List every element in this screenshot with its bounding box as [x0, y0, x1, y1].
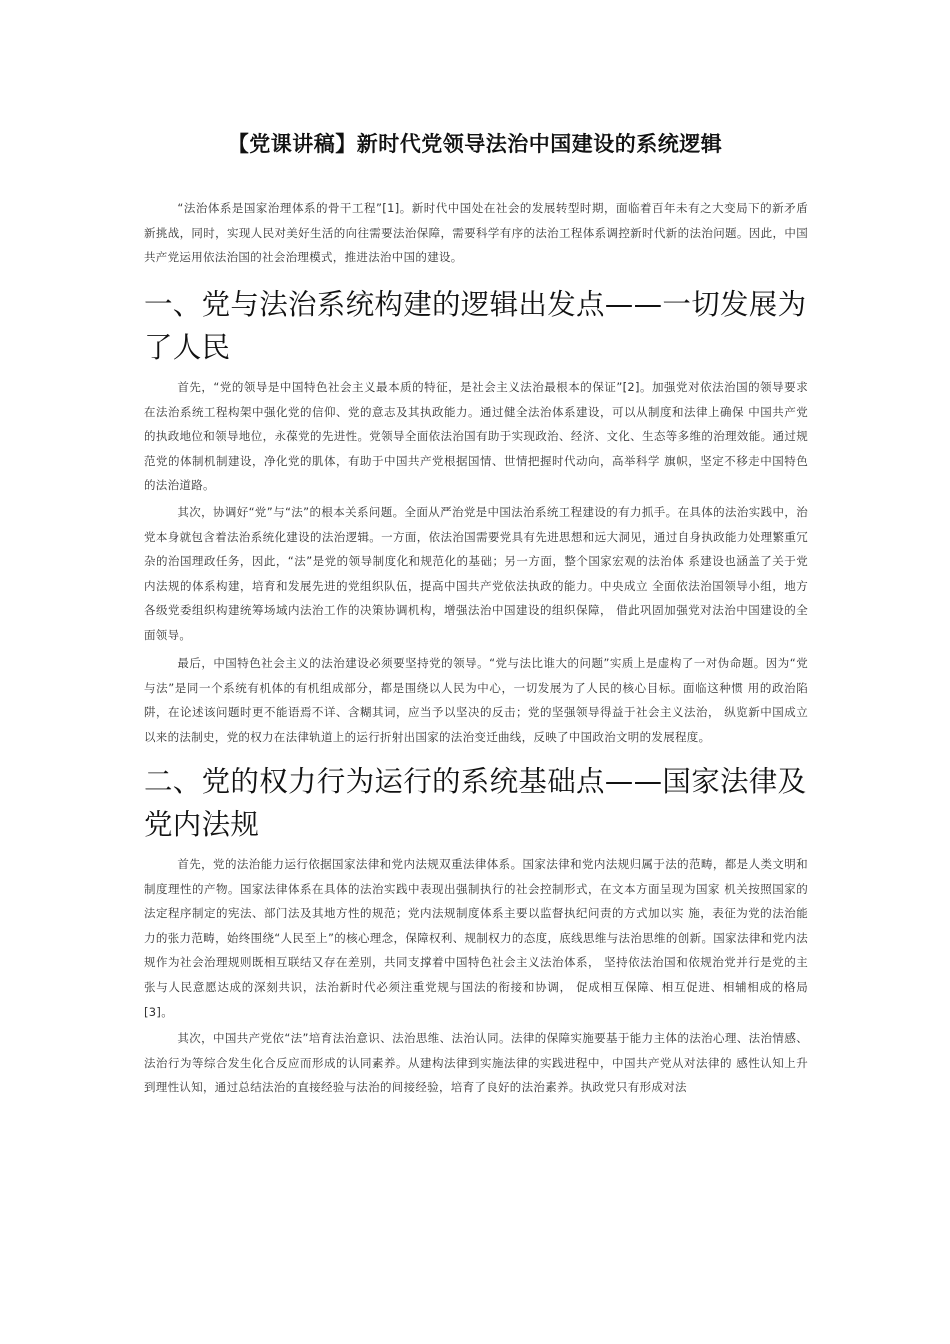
section-1-heading: 一、党与法治系统构建的逻辑出发点——一切发展为了人民: [144, 288, 807, 364]
section-1-paragraph-1: 首先，“党的领导是中国特色社会主义最本质的特征，是社会主义法治最根本的保证”[2]。加强党对依法治国的领导要求在法治系统工程构架中强化党的信仰、党的意志及其执政能力。通过健全法治体系建设，可以从制度和法律上确保 中国共产党的执政地位和领导地位，永葆党的先进性。党领导全面依法治国有助于实现政治、经济、文化、生态等多维的治理效能。通过规范党的体制机制建设，净化党的肌体，有助于中国共产党根据国情、世情把握时代动向，高举科学 旗帜，坚定不移走中国特色的法治道路。: [144, 380, 808, 493]
section-2-paragraph-2: 其次，中国共产党依“法”培育法治意识、法治思维、法治认同。法律的保障实施要基于能力主体的法治心理、法治情感、法治行为等综合发生化合反应而形成的认同素养。从建构法律到实施法律的实践进程中，中国共产党从对法律的 感性认知上升到理性认知，通过总结法治的直接经验与法治的间接经验，培育了良好的法治素养。执政党只有形成对法: [144, 1031, 808, 1095]
section-2-heading: 二、党的权力行为运行的系统基础点——国家法律及党内法规: [144, 765, 807, 841]
document-title: 【党课讲稿】新时代党领导法治中国建设的系统逻辑: [227, 132, 723, 156]
section-1-paragraph-2: 其次，协调好“党”与“法”的根本关系问题。全面从严治党是中国法治系统工程建设的有力抓手。在具体的法治实践中，治党本身就包含着法治系统化建设的法治逻辑。一方面，依法治国需要党具有先进思想和远大洞见，通过自身执政能力处理繁重冗杂的治国理政任务，因此，“法”是党的领导制度化和规范化的基础；另一方面，整个国家宏观的法治体 系建设也涵盖了关于党内法规的体系构建，培育和发展先进的党组织队伍，提高中国共产党依法执政的能力。中央成立 全面依法治国领导小组，地方各级党委组织构建统筹场域内法治工作的决策协调机构，增强法治中国建设的组织保障， 借此巩固加强党对法治中国建设的全面领导。: [144, 505, 808, 642]
intro-paragraph: “法治体系是国家治理体系的骨干工程”[1]。新时代中国处在社会的发展转型时期，面临着百年未有之大变局下的新矛盾新挑战，同时，实现人民对美好生活的向往需要法治保障，需要科学有序的法治工程体系调控新时代新的法治问题。因此，中国共产党运用依法治国的社会治理模式，推进法治中国的建设。: [144, 201, 808, 265]
section-1-paragraph-3: 最后，中国特色社会主义的法治建设必须要坚持党的领导。“党与法比谁大的问题”实质上是虚构了一对伪命题。因为“党与法”是同一个系统有机体的有机组成部分，都是围绕以人民为中心，一切发展为了人民的核心目标。面临这种惯 用的政治陷阱，在论述该问题时更不能语焉不详、含糊其词，应当予以坚决的反击；党的坚强领导得益于社会主义法治， 纵览新中国成立以来的法制史，党的权力在法律轨道上的运行折射出国家的法治变迁曲线，反映了中国政治文明的发展程度。: [144, 656, 808, 744]
section-2-paragraph-1: 首先，党的法治能力运行依据国家法律和党内法规双重法律体系。国家法律和党内法规归属于法的范畴，都是人类文明和制度理性的产物。国家法律体系在具体的法治实践中表现出强制执行的社会控制形式，在文本方面呈现为国家 机关按照国家的法定程序制定的宪法、部门法及其地方性的规范；党内法规制度体系主要以监督执纪问责的方式加以实 施，表征为党的法治能力的张力范畴，始终围绕“人民至上”的核心理念，保障权利、规制权力的态度，底线思维与法治思维的创新。国家法律和党内法规作为社会治理规则既相互联结又存在差别，共同支撑着中国特色社会主义法治体系， 坚持依法治国和依规治党并行是党的主张与人民意愿达成的深刻共识，法治新时代必须注重党规与国法的衔接和协调， 促成相互保障、相互促进、相辅相成的格局[3]。: [144, 857, 808, 1019]
